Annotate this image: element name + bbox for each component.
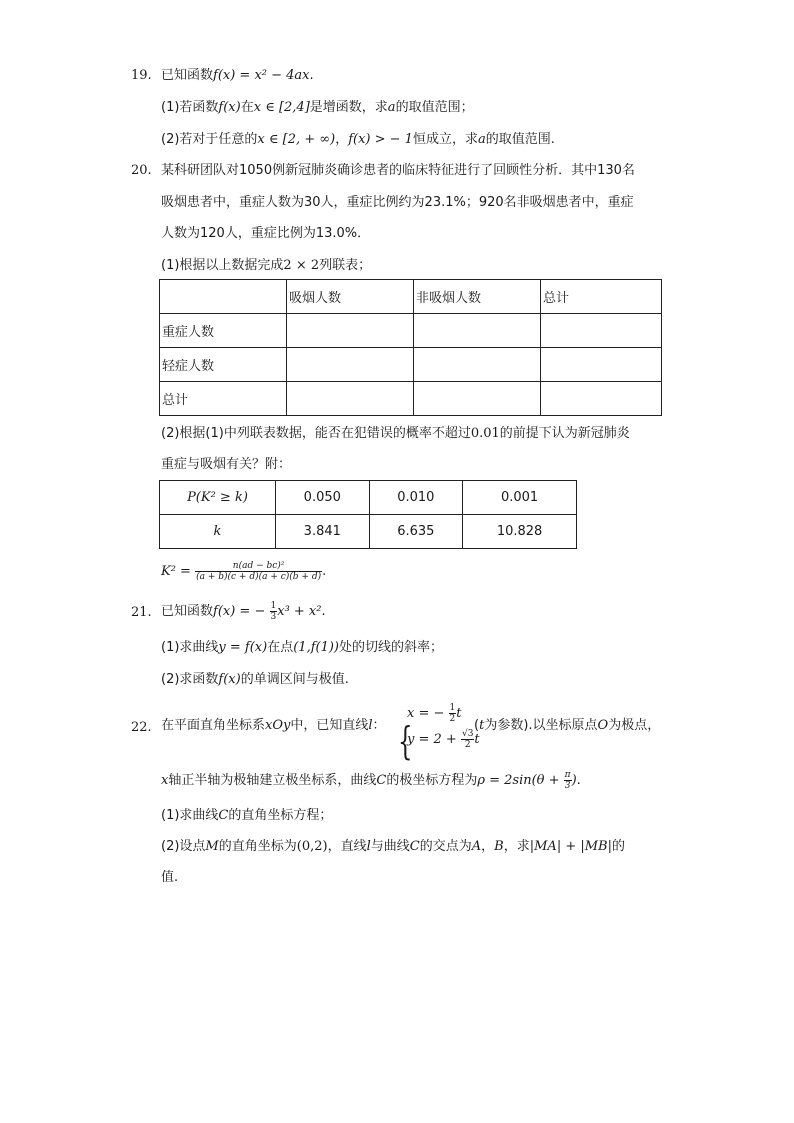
q22-line2 xyxy=(161,770,581,791)
q22-text-f: .以坐标原点 xyxy=(528,718,598,733)
q22-text-a: 在平面直角坐标系 xyxy=(161,718,266,733)
table-row-label: 重症人数 xyxy=(160,314,287,348)
q21-stem-prefix: 已知函数 xyxy=(161,604,214,619)
q22-l2-math-c: C xyxy=(376,773,387,788)
table-row xyxy=(160,481,577,515)
table-cell xyxy=(414,314,541,348)
q22-param-b: t xyxy=(479,718,485,733)
table-row-label: 轻症人数 xyxy=(160,348,287,382)
q20-part2-line2: 重症与吸烟有关？附： xyxy=(161,457,292,472)
q20-number: 20. xyxy=(131,163,152,178)
q20-line2: 吸烟患者中，重症人数为30人，重症比例约为23.1%；920名非吸烟患者中，重症 xyxy=(161,195,634,210)
q20-p2-text-a: (2)根据(1)中列联表数据，能否在犯错误的概率不超过 xyxy=(161,426,471,441)
q21-p2-text-a: (2)求函数 xyxy=(161,672,219,687)
q22-part2-line1 xyxy=(161,837,625,857)
q22-number: 22. xyxy=(131,720,152,735)
q19-stem-prefix: 已知函数 xyxy=(161,68,214,83)
q22-part1 xyxy=(161,806,332,826)
q22-p2-text-e: ，直线 xyxy=(327,839,367,854)
eq1-lhs: x = − xyxy=(407,706,445,721)
q20-p1-text-c: 列联表； xyxy=(319,258,372,273)
q20-p2-text-c: 的前提下认为新冠肺炎 xyxy=(499,426,630,441)
table-row-label: P(K² ≥ k) xyxy=(160,481,276,515)
q21-p1-math-d: (1,f(1)) xyxy=(293,640,340,655)
table-cell xyxy=(287,314,414,348)
table-cell: 0.010 xyxy=(369,481,463,515)
q22-l2-frac-num: π xyxy=(564,770,571,780)
q21-number: 21. xyxy=(131,605,152,620)
q22-p2-text-i: 的交点为 xyxy=(419,839,472,854)
q20-formula xyxy=(161,561,326,582)
table-row xyxy=(160,515,577,549)
q22-math-b: xOy xyxy=(265,718,291,733)
q22-l2-math-e: ρ = 2sin(θ + xyxy=(477,773,560,788)
q19-p2-text-c: ， xyxy=(335,132,349,147)
q21-stem-lhs: f(x) = − xyxy=(213,604,266,619)
q22-stem-right xyxy=(474,716,660,736)
table-row-label: 总计 xyxy=(160,382,287,416)
q22-l2-math-a: x xyxy=(161,773,169,788)
table-cell xyxy=(414,348,541,382)
eq2-frac-den: 2 xyxy=(464,740,471,750)
table-header-cell xyxy=(160,280,287,314)
eq2-frac-num: √3 xyxy=(461,729,474,739)
system-brace: { xyxy=(398,719,413,763)
q19-stem xyxy=(161,66,314,86)
q22-part2-line2: 值. xyxy=(161,870,179,885)
eq2-lhs: y = 2 + xyxy=(407,732,457,747)
table-row xyxy=(160,280,662,314)
q22-p2-text-a: (2)设点 xyxy=(161,839,206,854)
formula-numerator: n(ad − bc)² xyxy=(195,561,322,572)
q19-p2-text-e: 恒成立，求 xyxy=(412,132,478,147)
q19-number: 19. xyxy=(131,68,152,83)
q22-math-g: O xyxy=(597,718,609,733)
q21-stem-end: . xyxy=(321,604,326,619)
q19-part2 xyxy=(161,130,555,150)
q22-param-c: 为参数) xyxy=(484,718,529,733)
table-row xyxy=(160,382,662,416)
q19-p1-text-a: (1)若函数 xyxy=(161,100,219,115)
formula-fraction xyxy=(195,561,322,582)
q22-p2-text-k: ， xyxy=(481,839,495,854)
table-row xyxy=(160,314,662,348)
eq1-var: t xyxy=(456,706,462,721)
q19-p1-math-f: a xyxy=(387,100,396,115)
table-cell xyxy=(541,382,662,416)
q20-p2-math-b: 0.01 xyxy=(470,426,500,441)
q21-p2-text-c: 的单调区间与极值. xyxy=(240,672,349,687)
formula-lhs: K² = xyxy=(161,564,191,579)
q22-l2-text-d: 的极坐标方程为 xyxy=(386,773,478,788)
q20-line1: 某科研团队对1050例新冠肺炎确诊患者的临床特征进行了回顾性分析．其中130名 xyxy=(161,163,635,178)
eq2-fraction xyxy=(461,729,474,750)
table-header-cell: 吸烟人数 xyxy=(287,280,414,314)
q19-p2-text-a: (2)若对于任意的 xyxy=(161,132,258,147)
table-row-label: k xyxy=(160,515,276,549)
table-header-cell: 总计 xyxy=(541,280,662,314)
q20-line3: 人数为120人，重症比例为13.0%． xyxy=(161,226,371,241)
q22-l2-close: ) xyxy=(571,773,577,788)
q20-part1 xyxy=(161,256,371,276)
q22-stem-left xyxy=(161,716,386,736)
q22-l2-end: . xyxy=(576,773,581,788)
q21-frac-den: 3 xyxy=(270,612,277,622)
q22-p2-text-o: 的 xyxy=(611,839,625,854)
q22-text-c: 中，已知直线 xyxy=(290,718,369,733)
eq1-frac-num: 1 xyxy=(449,703,456,713)
table-cell xyxy=(287,382,414,416)
table-cell xyxy=(414,382,541,416)
eq1-frac-den: 2 xyxy=(449,714,456,724)
table-cell xyxy=(541,314,662,348)
q21-p1-text-e: 处的切线的斜率； xyxy=(339,640,444,655)
q20-part2-line1 xyxy=(161,424,630,444)
q21-p1-text-a: (1)求曲线 xyxy=(161,640,219,655)
formula-end: . xyxy=(322,564,327,579)
q22-param-a: ( xyxy=(474,718,480,733)
q22-math-d: l xyxy=(368,718,373,733)
q21-p2-math-b: f(x) xyxy=(218,672,241,687)
q19-p1-text-g: 的取值范围； xyxy=(395,100,474,115)
q19-stem-math: f(x) = x² − 4ax xyxy=(213,68,310,83)
eq2-var: t xyxy=(474,732,480,747)
q19-part1 xyxy=(161,98,474,118)
q22-l2-fraction xyxy=(564,770,572,791)
q21-part1 xyxy=(161,638,443,658)
q19-p2-math-b: x ∈ [2, + ∞) xyxy=(257,132,336,147)
table-row xyxy=(160,348,662,382)
q22-text-e: ： xyxy=(372,718,386,733)
table-cell: 3.841 xyxy=(276,515,370,549)
q22-l2-frac-den: 3 xyxy=(564,781,571,791)
q19-p2-text-g: 的取值范围. xyxy=(485,132,555,147)
table-cell: 10.828 xyxy=(463,515,577,549)
q19-p1-text-e: 是增函数，求 xyxy=(309,100,388,115)
q21-stem-rhs: x³ + x² xyxy=(277,604,322,619)
table-cell xyxy=(287,348,414,382)
q19-stem-end: . xyxy=(309,68,314,83)
q22-p1-text-c: 的直角坐标方程； xyxy=(228,808,333,823)
q19-p1-math-b: f(x) xyxy=(218,100,241,115)
q19-p2-math-f: a xyxy=(477,132,486,147)
q22-p2-math-h: C xyxy=(409,839,420,854)
table-cell: 0.001 xyxy=(463,481,577,515)
q21-part2 xyxy=(161,670,349,690)
q20-p1-text-a: (1)根据以上数据完成 xyxy=(161,258,284,273)
q22-p2-math-f: l xyxy=(366,839,371,854)
critical-value-table xyxy=(159,480,577,549)
q19-p1-math-d: x ∈ [2,4] xyxy=(253,100,310,115)
q19-p1-text-c: 在 xyxy=(240,100,254,115)
q22-p2-text-m: ，求 xyxy=(503,839,530,854)
table-header-cell: 非吸烟人数 xyxy=(414,280,541,314)
formula-denominator: (a + b)(c + d)(a + c)(b + d) xyxy=(196,572,322,582)
table-cell xyxy=(541,348,662,382)
q20-p1-math-b: 2 × 2 xyxy=(283,258,320,273)
q22-p2-math-n: |MA| + |MB| xyxy=(529,839,612,854)
table-cell: 0.050 xyxy=(276,481,370,515)
q22-p2-math-l: B xyxy=(494,839,504,854)
q22-p1-math-b: C xyxy=(218,808,229,823)
q22-l2-text-b: 轴正半轴为极轴建立极坐标系，曲线 xyxy=(168,773,377,788)
q22-system-eq2 xyxy=(407,729,480,750)
q21-p1-math-b: y = f(x) xyxy=(218,640,268,655)
q21-p1-text-c: 在点 xyxy=(267,640,294,655)
q21-frac-num: 1 xyxy=(270,601,277,611)
q22-p2-math-j: A xyxy=(471,839,482,854)
q22-text-h: 为极点， xyxy=(608,718,661,733)
q22-p2-math-b: M xyxy=(205,839,219,854)
q22-p1-text-a: (1)求曲线 xyxy=(161,808,219,823)
contingency-table xyxy=(159,279,662,416)
table-cell: 6.635 xyxy=(369,515,463,549)
q19-p2-math-d: f(x) > − 1 xyxy=(348,132,413,147)
q22-p2-text-c: 的直角坐标为 xyxy=(218,839,297,854)
q22-p2-text-g: 与曲线 xyxy=(370,839,410,854)
q22-system-eq1 xyxy=(407,703,462,724)
q21-stem xyxy=(161,601,326,622)
q22-p2-math-d: (0,2) xyxy=(296,839,328,854)
